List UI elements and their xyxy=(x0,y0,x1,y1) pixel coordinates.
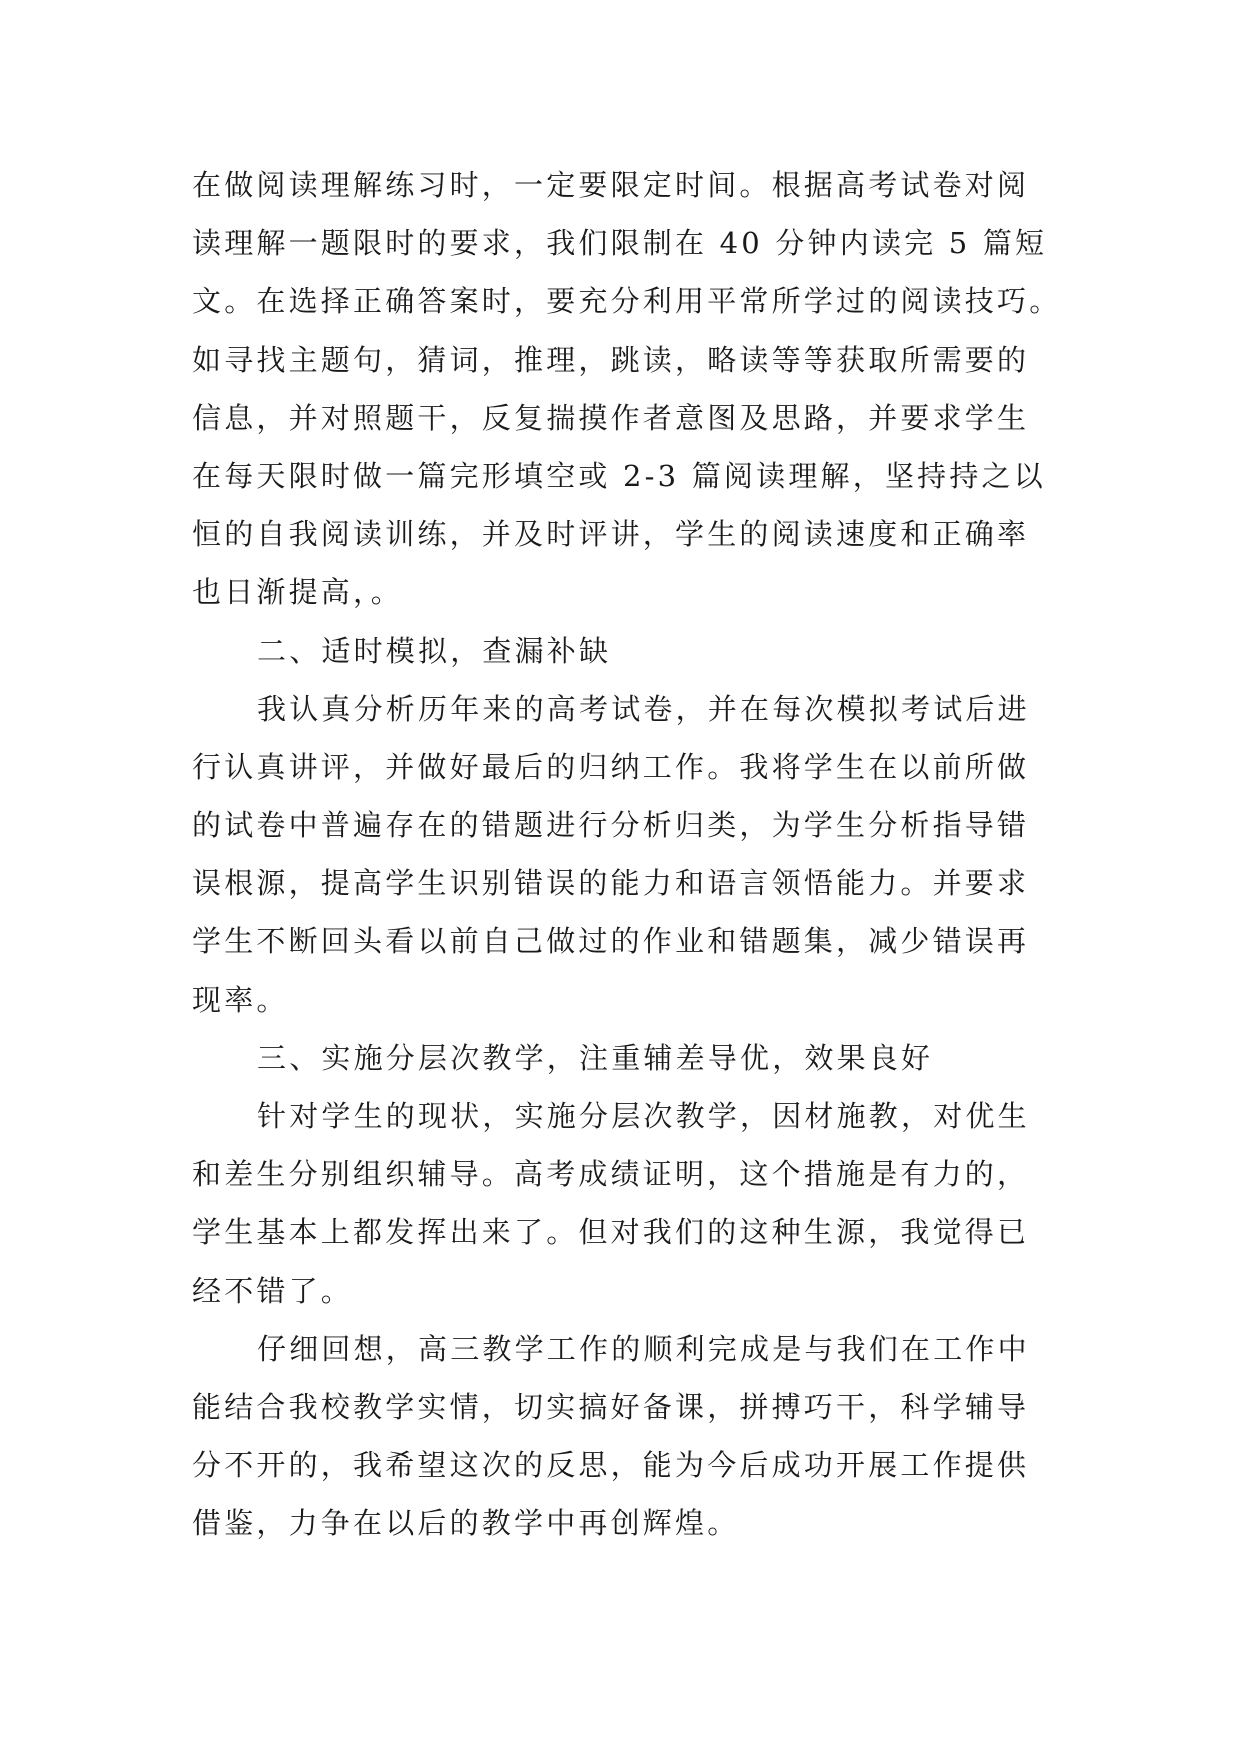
section-heading: 二、适时模拟，查漏补缺 xyxy=(257,633,612,668)
text-line: 学生基本上都发挥出来了。但对我们的这种生源，我觉得已 xyxy=(192,1215,1030,1250)
text-line: 经不错了。 xyxy=(192,1273,354,1308)
text-line: 文。在选择正确答案时，要充分利用平常所学过的阅读技巧。 xyxy=(192,284,1062,319)
text-line: 误根源，提高学生识别错误的能力和语言领悟能力。并要求 xyxy=(192,866,1030,901)
text-line: 学生不断回头看以前自己做过的作业和错题集，减少错误再 xyxy=(192,924,1030,959)
document-body xyxy=(192,156,1062,1553)
text-line: 我认真分析历年来的高考试卷，并在每次模拟考试后进 xyxy=(257,691,1030,726)
text-line: 现率。 xyxy=(192,982,289,1017)
text-line: 和差生分别组织辅导。高考成绩证明，这个措施是有力的， xyxy=(192,1157,1030,1192)
text-line: 借鉴，力争在以后的教学中再创辉煌。 xyxy=(192,1506,740,1541)
text-line: 恒的自我阅读训练，并及时评讲，学生的阅读速度和正确率 xyxy=(192,517,1030,552)
text-line: 在做阅读理解练习时，一定要限定时间。根据高考试卷对阅 xyxy=(192,168,1030,202)
text-line: 分不开的，我希望这次的反思，能为今后成功开展工作提供 xyxy=(192,1448,1030,1483)
text-line: 也日渐提高，。 xyxy=(192,575,403,610)
text-line: 在每天限时做一篇完形填空或 2-3 篇阅读理解，坚持持之以 xyxy=(192,458,1046,493)
text-line: 针对学生的现状，实施分层次教学，因材施教，对优生 xyxy=(257,1099,1030,1133)
text-line: 行认真讲评，并做好最后的归纳工作。我将学生在以前所做 xyxy=(192,749,1030,784)
section-heading: 三、实施分层次教学，注重辅差导优，效果良好 xyxy=(257,1040,934,1075)
text-line: 信息，并对照题干，反复揣摸作者意图及思路，并要求学生 xyxy=(192,400,1030,435)
text-line: 如寻找主题句，猜词，推理，跳读，略读等等获取所需要的 xyxy=(192,342,1030,377)
text-line: 读理解一题限时的要求，我们限制在 40 分钟内读完 5 篇短 xyxy=(192,226,1048,261)
text-line: 仔细回想，高三教学工作的顺利完成是与我们在工作中 xyxy=(257,1331,1030,1366)
text-line: 能结合我校教学实情，切实搞好备课，拼搏巧干，科学辅导 xyxy=(192,1389,1030,1424)
text-line: 的试卷中普遍存在的错题进行分析归类，为学生分析指导错 xyxy=(192,808,1030,843)
